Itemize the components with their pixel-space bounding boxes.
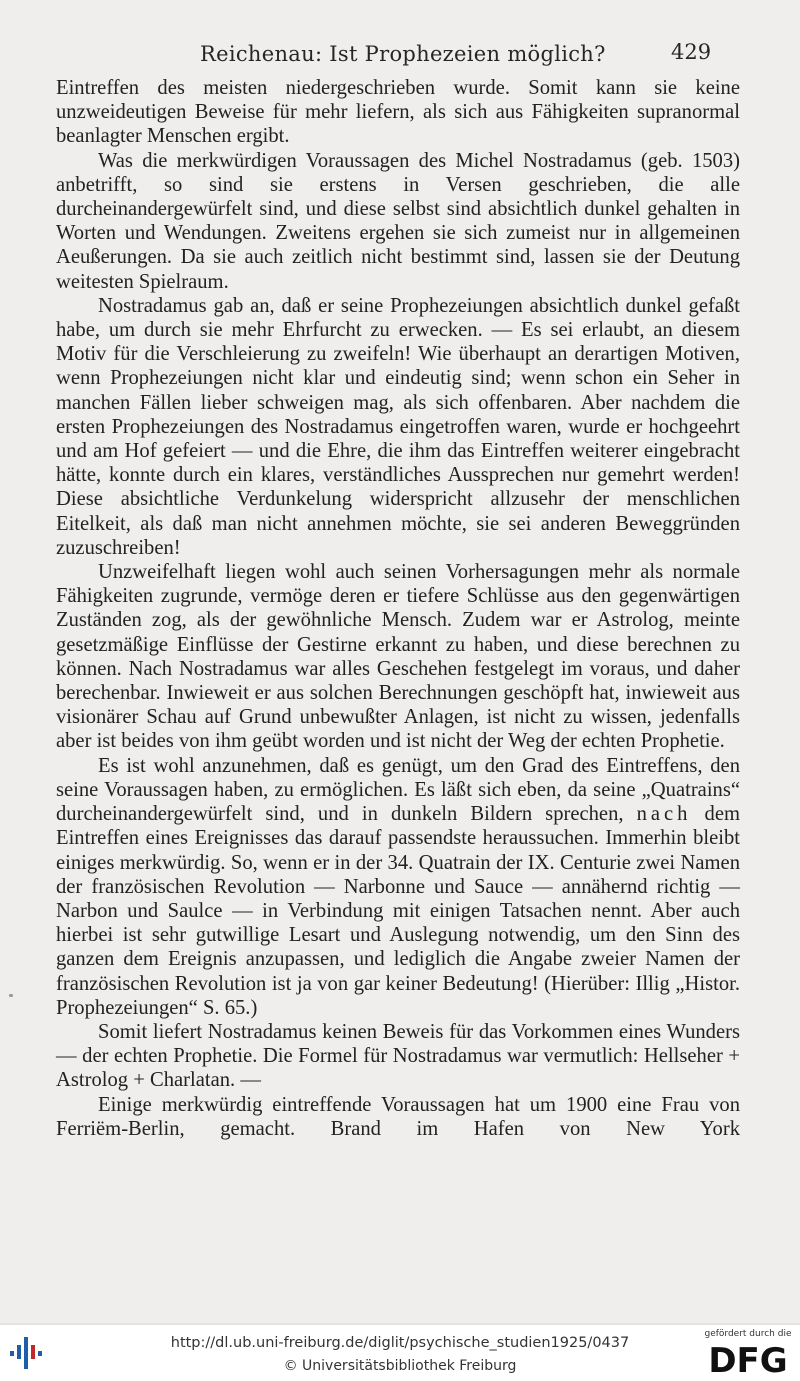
dfg-logo-text: DFG <box>708 1342 788 1376</box>
paragraph-6: Somit liefert Nostradamus keinen Beweis für das Vorkommen eines Wunders — der echten Prophetie. Die Formel für Nostradamus war vermutlich: Hellseher + Astrolog + Charlatan. — <box>56 1020 740 1092</box>
dfg-funding-badge[interactable] <box>700 1329 796 1377</box>
page-header <box>0 38 800 72</box>
footer-divider <box>0 1323 800 1325</box>
dfg-logo-icon <box>704 1342 792 1376</box>
paragraph-5-part-a: Es ist wohl anzunehmen, daß es genügt, um den Grad des Eintreffens, den seine Voraussagen haben, zu ermöglichen. Es läßt sich eben, da seine „Quatrains“ durcheinandergewürfelt sind, und in dunkeln Bildern sprechen, <box>56 754 740 826</box>
page-number: 429 <box>671 40 712 64</box>
paragraph-3: Nostradamus gab an, daß er seine Prophezeiungen absichtlich dunkel gefaßt habe, um durch sie mehr Ehrfurcht zu erwecken. — Es sei erlaubt, an diesem Motiv für die Verschleierung zu zweifeln! Wie überhaupt an derartigen Motiven, wenn Prophezeiungen nicht klar und eindeutig sind; wenn schon ein Seher in manchen Fällen lieber schweigen mag, als sich offenbaren. Aber nachdem die ersten Prophezeiungen des Nostradamus eingetroffen waren, wurde er hochgeehrt und am Hof gefeiert — und die Ehre, die ihm das Eintreffen weiterer eingebracht hätte, konnte durch ein klares, verständliches Aussprechen nur gemehrt werden! Diese absichtliche Verdunkelung widerspricht allzusehr der menschlichen Eitelkeit, als daß man nicht annehmen möchte, sie sei anderen Beweggründen zuzuschreiben! <box>56 294 740 559</box>
copyright-notice: © Universitätsbibliothek Freiburg <box>283 1358 517 1374</box>
running-title: Reichenau: Ist Prophezeien möglich? <box>200 42 606 66</box>
funding-caption: gefördert durch die <box>704 1329 792 1339</box>
viewer-footer <box>0 1323 800 1381</box>
paragraph-1: Eintreffen des meisten niedergeschrieben wurde. Somit kann sie keine unzweideutigen Beweise für mehr liefern, als sich aus Fähigkeiten supranormal beanlagter Menschen ergibt. <box>56 77 740 148</box>
spaced-emphasis: nach <box>636 803 692 826</box>
scan-speck <box>9 994 13 997</box>
paragraph-5-part-b: dem Eintreffen eines Ereignisses das darauf passendste heraussuchen. Immerhin bleibt einiges merkwürdig. So, wenn er in der 34. Quatrain der IX. Centurie zwei Namen der französischen Revolution — Narbonne und Sauce — annähernd richtig — Narbon und Saulce — in Verbindung mit einigen Tatsachen nennt. Aber auch hierbei ist sehr gutwillige Lesart und Auslegung notwendig, um den Sinn des ganzen dem Ereignis anzupassen, und lediglich die Angabe zweier Namen der französischen Revolution ist ja von gar keiner Bedeutung! (Hierüber: Illig „Histor. Prophezeiungen“ S. 65.) <box>56 803 740 1019</box>
paragraph-2: Was die merkwürdigen Voraussagen des Michel Nostradamus (geb. 1503) anbetrifft, so sind sie erstens in Versen geschrieben, die alle durcheinandergewürfelt sind, und diese selbst sind absichtlich dunkel gehalten in Worten und Wendungen. Zweitens ergehen sie sich zumeist nur in allgemeinen Aeußerungen. Da sie auch zeitlich nicht bestimmt sind, lassen sie der Deutung weitesten Spielraum. <box>56 149 740 293</box>
paragraph-4: Unzweifelhaft liegen wohl auch seinen Vorhersagungen mehr als normale Fähigkeiten zugrunde, vermöge deren er tiefere Schlüsse aus den gegenwärtigen Zuständen zog, als der gewöhnliche Mensch. Zudem war er Astrolog, meinte gesetzmäßige Einflüsse der Gestirne erkannt zu haben, und diese berechnen zu können. Nach Nostradamus war alles Geschehen festgelegt im voraus, und daher berechenbar. Inwieweit er aus solchen Berechnungen geschöpft hat, inwieweit aus visionärer Schau auf Grund unbewußter Anlagen, ist nicht zu wissen, jedenfalls aber ist beides von ihm geübt worden und ist nicht der Weg der echten Prophetie. <box>56 561 740 753</box>
paragraph-7: Einige merkwürdig eintreffende Voraussagen hat um 1900 eine Frau von Ferriëm-Berlin, gemacht. Brand im Hafen von New York <box>56 1093 740 1140</box>
body-text <box>56 76 740 1141</box>
paragraph-5 <box>56 754 740 1020</box>
document-url-link[interactable]: http://dl.ub.uni-freiburg.de/diglit/psychische_studien1925/0437 <box>170 1335 630 1351</box>
